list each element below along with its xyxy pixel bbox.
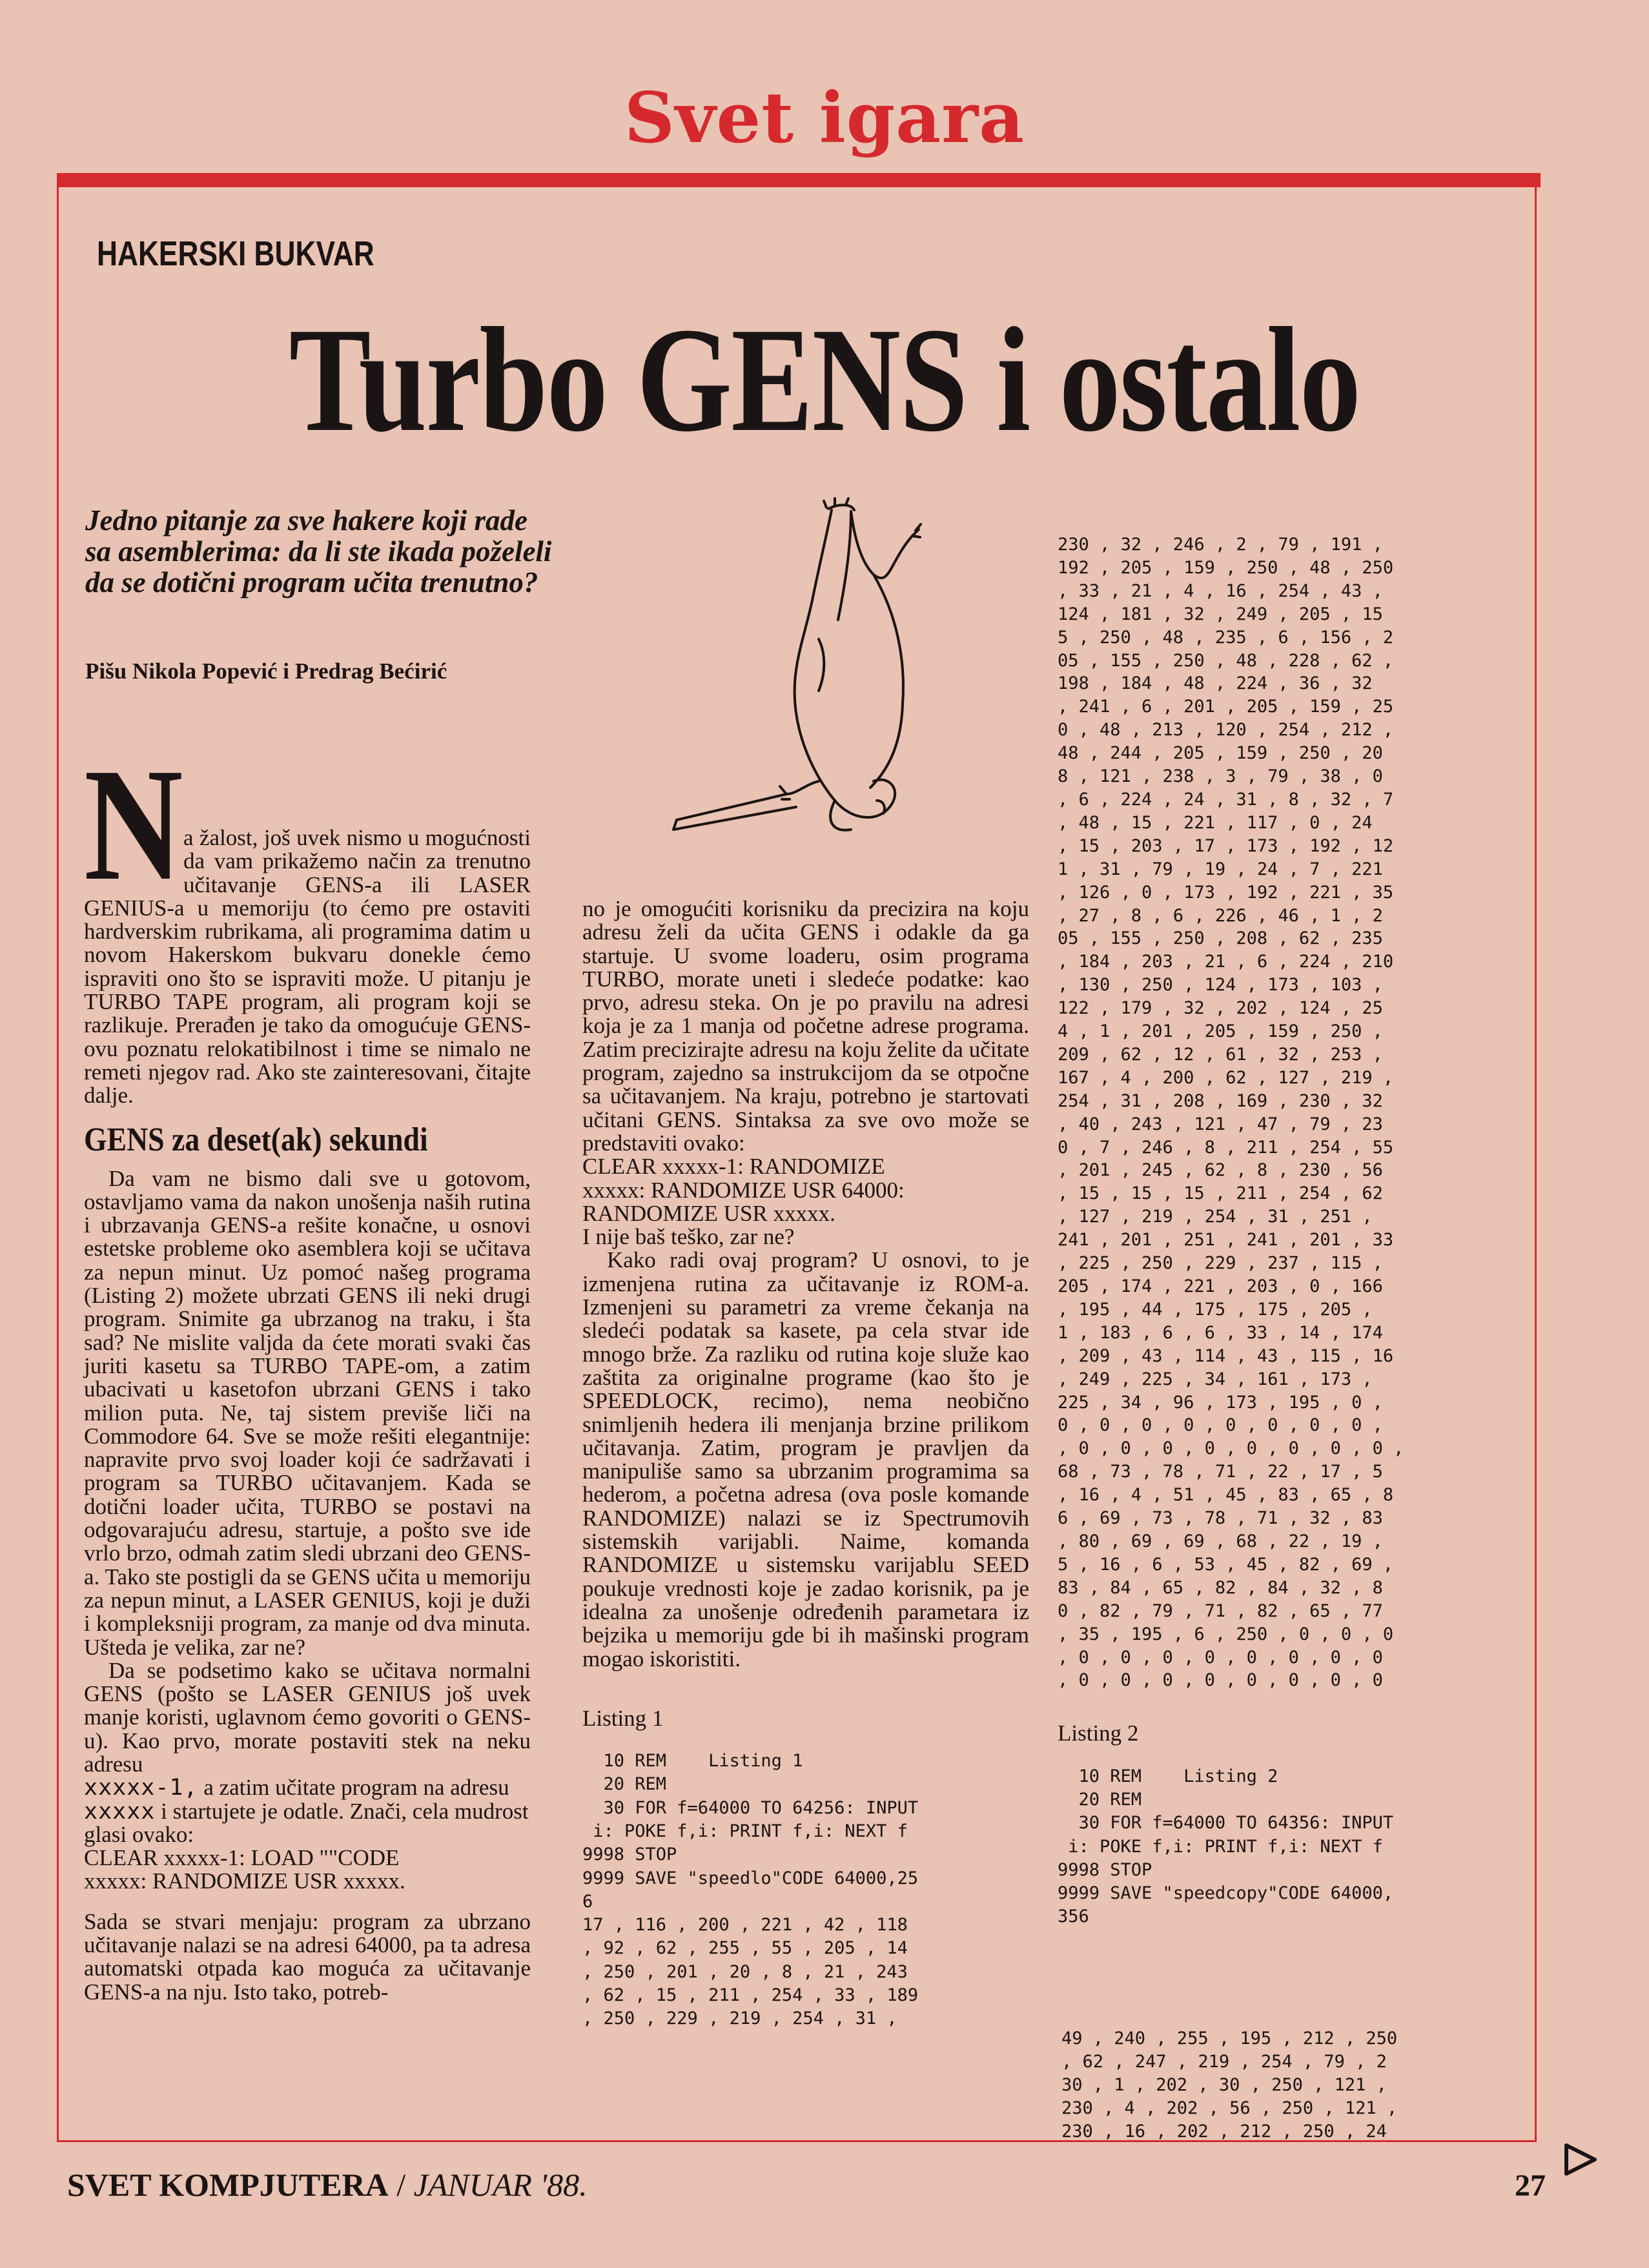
magazine-name: SVET KOMPJUTERA xyxy=(67,2167,389,2203)
subheading: GENS za deset(ak) sekundi xyxy=(84,1121,428,1158)
header-rule xyxy=(57,173,1541,187)
creature-illustration xyxy=(657,497,993,846)
headline: Turbo GENS i ostalo xyxy=(289,297,1360,463)
col1-text: a zatim učitate program na adresu xyxy=(203,1775,509,1801)
col1-paragraph xyxy=(84,1776,531,1799)
code-line: xxxxx: RANDOMIZE USR xxxxx. xyxy=(84,1868,405,1894)
col1-paragraph: Da se podsetimo kako se učitava normalni GENS (pošto se LASER GENIUS još uvek manje koristi, uglavnom ćemo govoriti o GENS-u). Kao prvo, morate postaviti stek na neku adresu xyxy=(84,1657,531,1777)
col2-paragraph: no je omogućiti korisniku da precizira na koju adresu želi da učita GENS i odakle da ga startuje. U svome loaderu, osim programa TURBO, morate uneti i sledeće podatke: kao prvo, adresu steka. On je po pravilu na adresi koja je za 1 manja od početne adrese programa. Zatim precizirajte adresu na koju želite da učitate program, zajedno sa instrukcijom da se otpočne sa učitavanjem. Na kraju, potrebno je startovati učitani GENS. Sintaksa za sve ovo može se predstaviti ovako: xyxy=(582,896,1029,1156)
col1-paragraph: a žalost, još uvek nismo u mogućnosti da vam prikažemo način za trenutno učitavanje GENS-a ili LASER GENIUS-a u memoriju (to ćemo pre ostaviti hardverskim rubrikama, ali programima datim u novom Hakerskom bukvaru donekle ćemo ispraviti ono što se ispraviti može. U pitanju je TURBO TAPE program, ali program koji se razlikuje. Prerađen je tako da omogućuje GENS-ovu poznatu relokatibilnost i time se nimalo ne remeti njegov rad. Ako ste zainteresovani, čitajte dalje. xyxy=(84,825,531,1108)
col2-paragraph: Kako radi ovaj program? U osnovi, to je izmenjena rutina za učitavanje iz ROM-a. Izmenjeni su parametri za vreme čekanja na sledeći podatak sa kasete, pa cela stvar ide mnogo brže. Za razliku od rutina koje služe kao zaštita za originalne programe (kao što je SPEEDLOCK, recimo), nema neobično snimljenih hedera ili menjanja brzine prilikom učitavanja. Zatim, program je pravljen da manipuliše samo sa ubrzanim programima sa hederom, a početna adresa (ova posle komande RANDOMIZE) nalazi se iz Spectrumovih sistemskih varijabli. Naime, komanda RANDOMIZE u sistemsku varijablu SEED poukuje vrednosti koje je zadao korisnik, pa je idealna za unošenje određenih parametara iz bejzika u memoriju gde bi ih mašinski program mogao iskoristiti. xyxy=(582,1247,1029,1671)
syntax-line: I nije baš teško, zar ne? xyxy=(582,1224,795,1250)
col1-paragraph: Sada se stvari menjaju: program za ubrzano učitavanje nalazi se na adresi 64000, pa ta adresa automatski otpada kao moguća za učitavanje GENS-a na nju. Isto tako, potreb- xyxy=(84,1908,531,2005)
continue-arrow-icon xyxy=(1561,2140,1600,2179)
intro-text: Jedno pitanje za sve hakere koji rade sa asemblerima: da li ste ikada poželeli da se dotični program učita trenutno? xyxy=(85,504,552,598)
article-column-2 xyxy=(582,897,1029,2031)
code-token: xxxxx xyxy=(84,1798,156,1824)
syntax-line: CLEAR xxxxx-1: RANDOMIZE xyxy=(582,1154,885,1180)
article-column-1 xyxy=(84,735,531,2005)
code-token: xxxxx-1, xyxy=(84,1775,198,1801)
syntax-line: RANDOMIZE USR xxxxx. xyxy=(582,1200,835,1226)
data-block-bottom xyxy=(1061,2027,1513,2143)
article-column-3 xyxy=(1058,533,1510,1929)
code-line: CLEAR xxxxx-1: LOAD ""CODE xyxy=(84,1845,400,1871)
col1-paragraph xyxy=(84,1800,531,1847)
issue-date: JANUAR '88. xyxy=(413,2167,588,2203)
data-block: 49 , 240 , 255 , 195 , 212 , 250 , 62 , 247 , 219 , 254 , 79 , 2 30 , 1 , 202 , 30 , 250 , 121 , 230 , 4 , 202 , 56 , 250 , 121 , 230 , 16 , 202 , 212 , 250 , 24 xyxy=(1061,2028,1398,2141)
listing-label: Listing 1 xyxy=(582,1705,664,1731)
kicker: HAKERSKI BUKVAR xyxy=(97,234,374,273)
dropcap: N xyxy=(84,735,183,914)
page-number: 27 xyxy=(1515,2169,1546,2203)
data-block: 230 , 32 , 246 , 2 , 79 , 191 , 192 , 205 , 159 , 250 , 48 , 250 , 33 , 21 , 4 , 16 , 254 , 43 , 124 , 181 , 32 , 249 , 205 , 15 5 , 250 , 48 , 235 , 6 , 156 , 2 05 , 155 , 250 , 48 , 228 , 62 , 198 , 184 , 48 , 224 , 36 , 32 , 241 , 6 , 201 , 205 , 159 , 25 0 , 48 , 213 , 120 , 254 , 212 , 48 , 244 , 205 , 159 , 250 , 20 8 , 121 , 238 , 3 , 79 , 38 , 0 , 6 , 224 , 24 , 31 , 8 , 32 , 7 , 48 , 15 , 221 , 117 , 0 , 24 , 15 , 203 , 17 , 173 , 192 , 12 1 , 31 , 79 , 19 , 24 , 7 , 221 , 126 , 0 , 173 , 192 , 221 , 35 , 27 , 8 , 6 , 226 , 46 , 1 , 2 05 , 155 , 250 , 208 , 62 , 235 , 184 , 203 , 21 , 6 , 224 , 210 , 130 , 250 , 124 , 173 , 103 , 122 , 179 , 32 , 202 , 124 , 25 4 , 1 , 201 , 205 , 159 , 250 , 209 , 62 , 12 , 61 , 32 , 253 , 167 , 4 , 200 , 62 , 127 , 219 , 254 , 31 , 208 , 169 , 230 , 32 , 40 , 243 , 121 , 47 , 79 , 23 0 , 7 , 246 , 8 , 211 , 254 , 55 , 201 , 245 , 62 , 8 , 230 , 56 , 15 , 15 , 15 , 211 , 254 , 62 , 127 , 219 , 254 , 31 , 251 , 241 , 201 , 251 , 241 , 201 , 33 , 225 , 250 , 229 , 237 , 115 , 205 , 174 , 221 , 203 , 0 , 166 , 195 , 44 , 175 , 175 , 205 , 1 , 183 , 6 , 6 , 33 , 14 , 174 , 209 , 43 , 114 , 43 , 115 , 16 , 249 , 225 , 34 , 161 , 173 , 225 , 34 , 96 , 173 , 195 , 0 , 0 , 0 , 0 , 0 , 0 , 0 , 0 , 0 , , 0 , 0 , 0 , 0 , 0 , 0 , 0 , 0 , 68 , 73 , 78 , 71 , 22 , 17 , 5 , 16 , 4 , 51 , 45 , 83 , 65 , 8 6 , 69 , 73 , 78 , 71 , 32 , 83 , 80 , 69 , 69 , 68 , 22 , 19 , 5 , 16 , 6 , 53 , 45 , 82 , 69 , 83 , 84 , 65 , 82 , 84 , 32 , 8 0 , 82 , 79 , 71 , 82 , 65 , 77 , 35 , 195 , 6 , 250 , 0 , 0 , 0 , 0 , 0 , 0 , 0 , 0 , 0 , 0 , 0 , 0 , 0 , 0 , 0 , 0 , 0 , 0 , 0 xyxy=(1058,535,1404,1691)
byline: Pišu Nikola Popević i Predrag Bećirić xyxy=(85,659,447,684)
col1-text: i startujete je odatle. Znači, cela mudrost glasi ovako: xyxy=(84,1798,529,1847)
listing-label: Listing 2 xyxy=(1058,1721,1139,1746)
syntax-line: xxxxx: RANDOMIZE USR 64000: xyxy=(582,1177,905,1203)
col1-paragraph: Da vam ne bismo dali sve u gotovom, ostavljamo vama da nakon unošenja naših rutina i ubrzavanja GENS-a rešite konačne, u osnovi estetske probleme oko asemblera koji se učitava za nepun minut. Uz pomoć našeg programa (Listing 2) možete ubrzati GENS ili neki drugi program. Snimite ga ubrzanog na traku, i šta sad? Ne mislite valjda da ćete morati svaki čas juriti kasetu sa TURBO TAPE-om, a zatim ubacivati u kasetofon ubrzani GENS i tako milion puta. Ne, taj sistem previše liči na Commodore 64. Sve se može rešiti elegantnije: napravite prvo svoj loader koji će sadržavati i program sa TURBO učitavanjem. Kada se dotični loader učita, TURBO se postavi na odgovarajuću adresu, startuje, a pošto sve ide vrlo brzo, odmah zatim sledi ubrzani deo GENS-a. Tako ste postigli da se GENS učita u memoriju za nepun minut, a LASER GENIUS, koji je duži i kompleksniji program, za manje od dva minuta. Ušteda je velika, zar ne? xyxy=(84,1165,531,1660)
footer-magazine: SVET KOMPJUTERA / JANUAR '88. xyxy=(67,2167,588,2203)
section-title: Svet igara xyxy=(624,77,1025,159)
listing-2-code: 10 REM Listing 2 20 REM 30 FOR f=64000 TO 64356: INPUT i: POKE f,i: PRINT f,i: NEXT f 9998 STOP 9999 SAVE "speedcopy"CODE 64000, 356 xyxy=(1058,1766,1394,1927)
listing-1-code: 10 REM Listing 1 20 REM 30 FOR f=64000 TO 64256: INPUT i: POKE f,i: PRINT f,i: NEXT f 9998 STOP 9999 SAVE "speedlo"CODE 64000,25 6 17 , 116 , 200 , 221 , 42 , 118 , 92 , 62 , 255 , 55 , 205 , 14 , 250 , 201 , 20 , 8 , 21 , 243 , 62 , 15 , 211 , 254 , 33 , 189 , 250 , 229 , 219 , 254 , 31 , xyxy=(582,1751,919,2029)
